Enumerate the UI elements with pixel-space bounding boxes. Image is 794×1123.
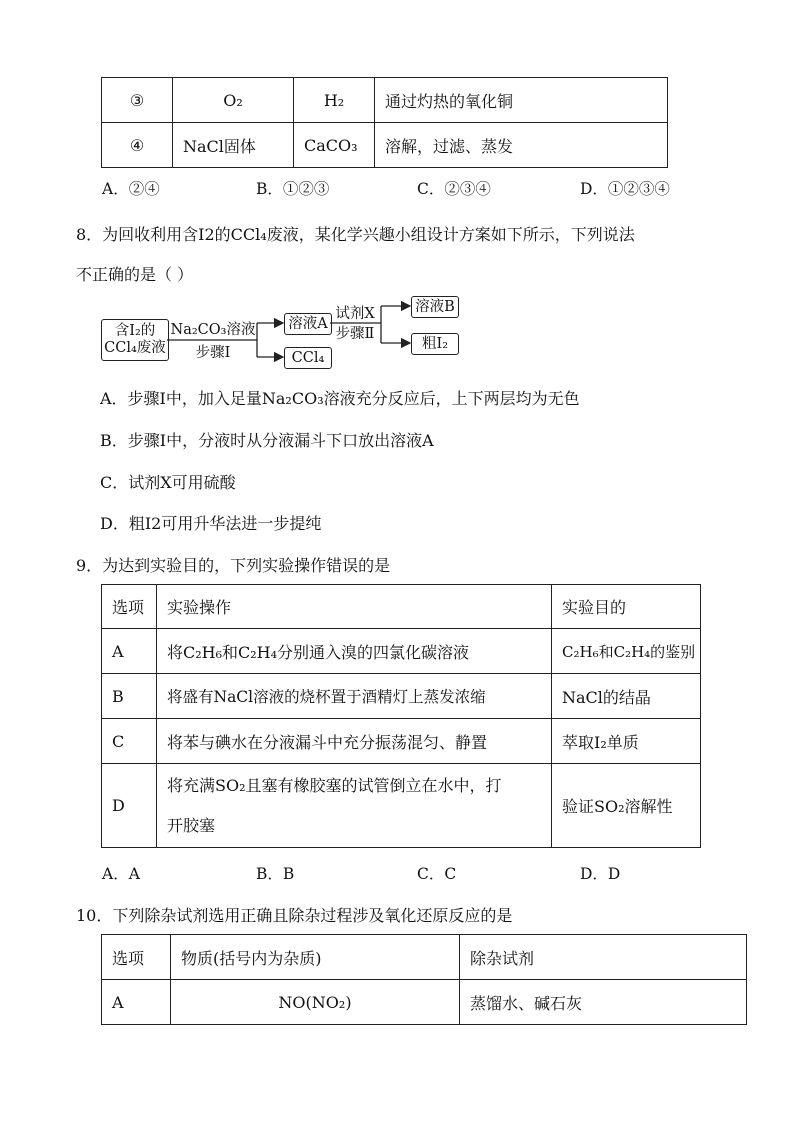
header-operation: 实验操作	[157, 585, 552, 629]
row-operation: 将C₂H₆和C₂H₄分别通入溴的四氯化碳溶液	[157, 629, 552, 674]
option-c: C．C	[417, 865, 457, 883]
substance-cell: O₂	[173, 78, 294, 123]
table-row	[102, 719, 701, 764]
row-operation	[157, 764, 552, 848]
row-operation: 将盛有NaCl溶液的烧杯置于酒精灯上蒸发浓缩	[157, 674, 552, 719]
row-operation-line2: 开胶塞	[167, 815, 216, 835]
method-cell: 溶解，过滤、蒸发	[375, 123, 668, 168]
row-option: C	[102, 719, 157, 764]
table-row	[102, 674, 701, 719]
row-goal: 萃取I₂单质	[552, 719, 701, 764]
step2-reagent: 试剂X	[335, 306, 375, 322]
q9-table	[101, 584, 701, 848]
row-number: ③	[102, 78, 173, 123]
impurity-cell: CaCO₃	[294, 123, 375, 168]
option-d: D．①②③④	[580, 180, 670, 198]
row-goal: NaCl的结晶	[552, 674, 701, 719]
substance-cell: NaCl固体	[173, 123, 294, 168]
q8-stem-line1: 8．为回收利用含I2的CCl₄废液，某化学兴趣小组设计方案如下所示，下列说法	[76, 225, 635, 244]
row-reagent: 蒸馏水、碱石灰	[460, 980, 747, 1025]
header-goal: 实验目的	[552, 585, 701, 629]
row-goal: C₂H₆和C₂H₄的鉴别	[552, 629, 701, 674]
option-d: D．D	[580, 865, 621, 883]
solution-b-box: 溶液B	[411, 296, 459, 318]
step2-label: 步骤Ⅱ	[335, 326, 375, 342]
start-line2: CCl₄废液	[104, 340, 166, 356]
option-a: A．②④	[102, 180, 160, 198]
header-substance: 物质(括号内为杂质)	[171, 935, 460, 980]
row-option: A	[102, 980, 171, 1025]
q9-stem: 9．为达到实验目的，下列实验操作错误的是	[76, 556, 391, 575]
q8-option-d: D．粗I2可用升华法进一步提纯	[100, 514, 322, 533]
q10-stem: 10．下列除杂试剂选用正确且除杂过程涉及氧化还原反应的是	[76, 906, 513, 925]
q8-option-c: C．试剂X可用硫酸	[100, 473, 236, 492]
row-operation-line1: 将充满SO₂且塞有橡胶塞的试管倒立在水中，打	[167, 775, 502, 795]
step1-label: 步骤Ⅰ	[195, 345, 231, 361]
option-c: C．②③④	[417, 180, 491, 198]
table-row	[102, 980, 747, 1025]
method-cell: 通过灼热的氧化铜	[375, 78, 668, 123]
crude-i2-box: 粗I₂	[411, 333, 459, 355]
q10-table	[101, 934, 747, 1025]
q8-option-b: B．步骤Ⅰ中，分液时从分液漏斗下口放出溶液A	[100, 431, 434, 450]
row-substance: NO(NO₂)	[171, 980, 460, 1025]
header-option: 选项	[102, 935, 171, 980]
row-number: ④	[102, 123, 173, 168]
impurity-cell: H₂	[294, 78, 375, 123]
header-reagent: 除杂试剂	[460, 935, 747, 980]
option-b: B．B	[256, 865, 295, 883]
q8-stem-line2: 不正确的是（ ）	[76, 265, 194, 284]
start-line1: 含I₂的	[114, 323, 156, 339]
table-header-row	[102, 935, 747, 980]
ccl4-box: CCl₄	[284, 347, 332, 369]
flow-arrows	[0, 0, 794, 400]
row-option: D	[102, 764, 157, 848]
q8-option-a: A．步骤Ⅰ中，加入足量Na₂CO₃溶液充分反应后，上下两层均为无色	[100, 389, 580, 408]
table-row	[102, 629, 701, 674]
step1-reagent: Na₂CO₃溶液	[170, 322, 256, 338]
header-option: 选项	[102, 585, 157, 629]
row-option: B	[102, 674, 157, 719]
solution-a-box: 溶液A	[284, 313, 332, 335]
table-header-row	[102, 585, 701, 629]
table-row	[102, 764, 701, 848]
option-a: A．A	[102, 865, 140, 883]
row-operation: 将苯与碘水在分液漏斗中充分振荡混匀、静置	[157, 719, 552, 764]
option-b: B．①②③	[256, 180, 330, 198]
row-goal: 验证SO₂溶解性	[552, 764, 701, 848]
row-option: A	[102, 629, 157, 674]
